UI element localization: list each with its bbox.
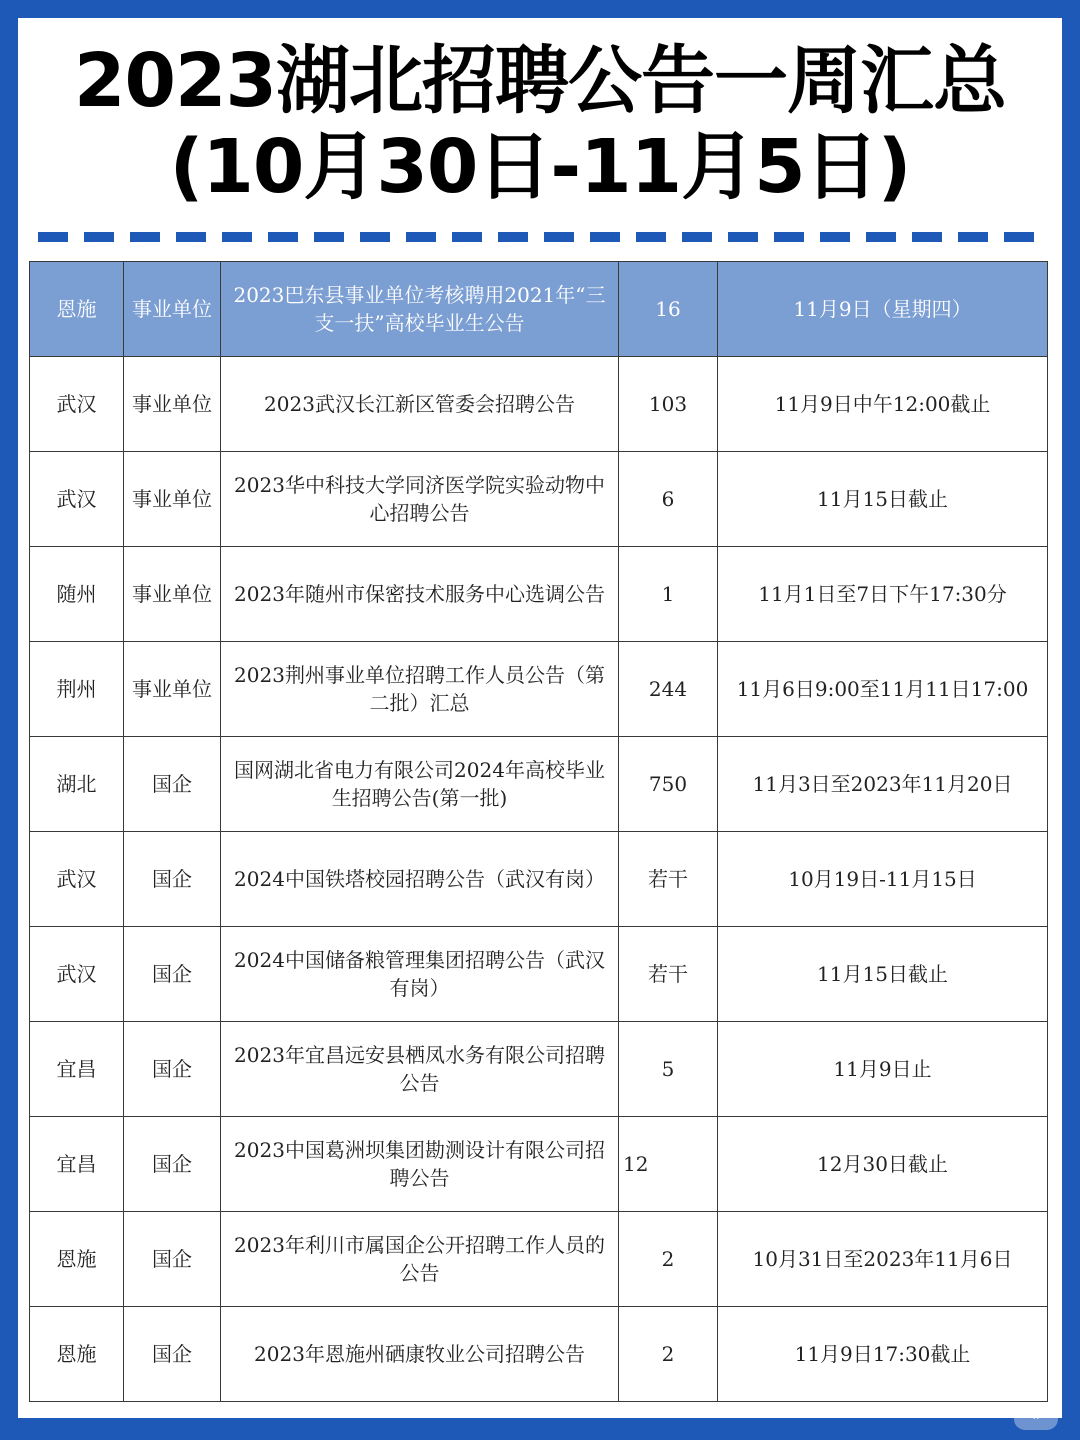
table-header-row — [30, 262, 1048, 357]
notice-cell: 2023荆州事业单位招聘工作人员公告（第二批）汇总 — [221, 642, 619, 737]
table-row — [30, 927, 1048, 1022]
count-cell: 2 — [619, 1212, 718, 1307]
type-cell: 国企 — [124, 1022, 221, 1117]
table-row — [30, 357, 1048, 452]
notice-cell: 2023华中科技大学同济医学院实验动物中心招聘公告 — [221, 452, 619, 547]
count-cell: 若干 — [619, 832, 718, 927]
count-cell: 16 — [619, 262, 718, 357]
notice-cell: 2023巴东县事业单位考核聘用2021年“三支一扶”高校毕业生公告 — [221, 262, 619, 357]
region-cell: 武汉 — [30, 927, 124, 1022]
deadline-cell: 12月30日截止 — [718, 1117, 1048, 1212]
count-cell: 103 — [619, 357, 718, 452]
title-line-2: (10月30日-11月5日) — [169, 124, 911, 210]
type-cell: 国企 — [124, 1307, 221, 1402]
region-cell: 随州 — [30, 547, 124, 642]
region-cell: 宜昌 — [30, 1117, 124, 1212]
type-cell: 国企 — [124, 1117, 221, 1212]
region-cell: 宜昌 — [30, 1022, 124, 1117]
deadline-cell: 11月9日中午12:00截止 — [718, 357, 1048, 452]
deadline-cell: 11月9日17:30截止 — [718, 1307, 1048, 1402]
notice-cell: 2023年随州市保密技术服务中心选调公告 — [221, 547, 619, 642]
deadline-cell: 11月9日（星期四） — [718, 262, 1048, 357]
deadline-cell: 11月6日9:00至11月11日17:00 — [718, 642, 1048, 737]
title-line-1: 2023湖北招聘公告一周汇总 — [74, 38, 1006, 124]
count-cell: 12 — [619, 1117, 718, 1212]
type-cell: 国企 — [124, 832, 221, 927]
type-cell: 国企 — [124, 927, 221, 1022]
table-row — [30, 1212, 1048, 1307]
page-title — [0, 38, 1080, 210]
table-row — [30, 832, 1048, 927]
notice-cell: 2023中国葛洲坝集团勘测设计有限公司招聘公告 — [221, 1117, 619, 1212]
region-cell: 荆州 — [30, 642, 124, 737]
type-cell: 国企 — [124, 737, 221, 832]
region-cell: 武汉 — [30, 357, 124, 452]
table-row — [30, 1022, 1048, 1117]
region-cell: 恩施 — [30, 1307, 124, 1402]
type-cell: 事业单位 — [124, 452, 221, 547]
count-cell: 6 — [619, 452, 718, 547]
recruitment-table — [29, 261, 1048, 1402]
count-cell: 244 — [619, 642, 718, 737]
notice-cell: 2023年恩施州硒康牧业公司招聘公告 — [221, 1307, 619, 1402]
region-cell: 恩施 — [30, 262, 124, 357]
table-row — [30, 452, 1048, 547]
type-cell: 事业单位 — [124, 357, 221, 452]
region-cell: 武汉 — [30, 832, 124, 927]
notice-cell: 2023武汉长江新区管委会招聘公告 — [221, 357, 619, 452]
deadline-cell: 11月9日止 — [718, 1022, 1048, 1117]
notice-cell: 2023年宜昌远安县栖凤水务有限公司招聘公告 — [221, 1022, 619, 1117]
count-cell: 750 — [619, 737, 718, 832]
table-row — [30, 737, 1048, 832]
table-row — [30, 1307, 1048, 1402]
type-cell: 事业单位 — [124, 262, 221, 357]
deadline-cell: 11月1日至7日下午17:30分 — [718, 547, 1048, 642]
deadline-cell: 11月3日至2023年11月20日 — [718, 737, 1048, 832]
count-cell: 若干 — [619, 927, 718, 1022]
table-row — [30, 642, 1048, 737]
type-cell: 国企 — [124, 1212, 221, 1307]
region-cell: 恩施 — [30, 1212, 124, 1307]
notice-cell: 2024中国储备粮管理集团招聘公告（武汉有岗） — [221, 927, 619, 1022]
deadline-cell: 10月19日-11月15日 — [718, 832, 1048, 927]
dashed-divider — [38, 232, 1038, 242]
notice-cell: 2024中国铁塔校园招聘公告（武汉有岗） — [221, 832, 619, 927]
type-cell: 事业单位 — [124, 547, 221, 642]
deadline-cell: 11月15日截止 — [718, 452, 1048, 547]
type-cell: 事业单位 — [124, 642, 221, 737]
region-cell: 武汉 — [30, 452, 124, 547]
count-cell: 1 — [619, 547, 718, 642]
notice-cell: 2023年利川市属国企公开招聘工作人员的公告 — [221, 1212, 619, 1307]
region-cell: 湖北 — [30, 737, 124, 832]
notice-cell: 国网湖北省电力有限公司2024年高校毕业生招聘公告(第一批) — [221, 737, 619, 832]
table-row — [30, 1117, 1048, 1212]
deadline-cell: 11月15日截止 — [718, 927, 1048, 1022]
deadline-cell: 10月31日至2023年11月6日 — [718, 1212, 1048, 1307]
count-cell: 2 — [619, 1307, 718, 1402]
table-row — [30, 547, 1048, 642]
count-cell: 5 — [619, 1022, 718, 1117]
watermark-badge: ·· — [1014, 1408, 1058, 1430]
